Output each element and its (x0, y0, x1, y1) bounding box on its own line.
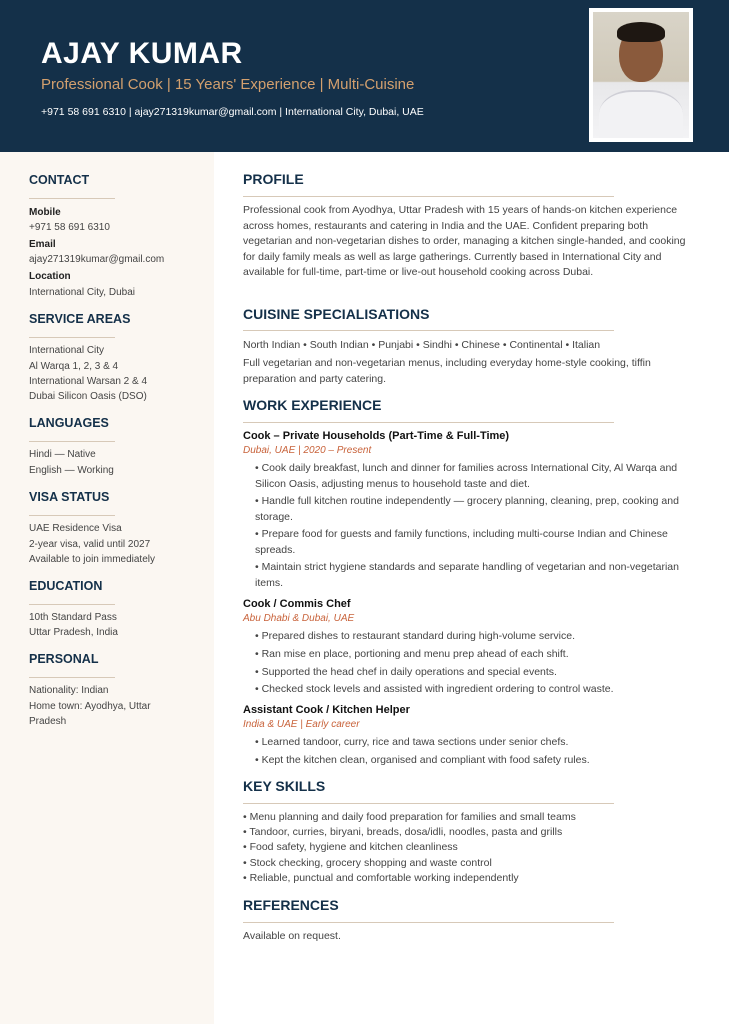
job-bullet: • Kept the kitchen clean, organised and compliant with food safety rules. (255, 754, 590, 766)
email-value: ajay271319kumar@gmail.com (29, 254, 165, 265)
job-meta: Dubai, UAE | 2020 – Present (243, 445, 372, 456)
photo-image (593, 12, 689, 138)
resume-header (0, 0, 729, 152)
job-meta: India & UAE | Early career (243, 719, 360, 730)
visa-item: 2-year visa, valid until 2027 (29, 539, 151, 550)
section-heading-profile: PROFILE (243, 171, 304, 187)
job-bullet: • Prepared dishes to restaurant standard during high-volume service. (255, 630, 576, 642)
section-heading-skills: KEY SKILLS (243, 778, 326, 794)
service-area-item: Dubai Silicon Oasis (DSO) (29, 391, 147, 402)
candidate-name: AJAY KUMAR (41, 37, 243, 70)
sidebar-heading-service-areas: SERVICE AREAS (29, 312, 131, 326)
personal-item: Home town: Ayodhya, Uttar (29, 701, 151, 712)
sidebar-heading-education: EDUCATION (29, 579, 103, 593)
visa-item: UAE Residence Visa (29, 523, 122, 534)
mobile-value: +971 58 691 6310 (29, 222, 110, 233)
section-divider (243, 803, 614, 804)
section-heading-references: REFERENCES (243, 897, 339, 913)
section-heading-experience: WORK EXPERIENCE (243, 397, 382, 413)
job-bullet: • Handle full kitchen routine independently — grocery planning, cleaning, prep, cooking and storage. (255, 495, 679, 523)
job-meta: Abu Dhabi & Dubai, UAE (243, 613, 355, 624)
section-divider (243, 330, 614, 331)
education-item: 10th Standard Pass (29, 612, 117, 623)
sidebar-heading-languages: LANGUAGES (29, 416, 109, 430)
job-title: Cook – Private Households (Part-Time & Full-Time) (243, 430, 510, 442)
skill-item: • Reliable, punctual and comfortable working independently (243, 872, 519, 884)
job-bullet: • Checked stock levels and assisted with ingredient ordering to control waste. (255, 683, 614, 695)
location-value: International City, Dubai (29, 287, 135, 298)
personal-item: Nationality: Indian (29, 685, 109, 696)
header-contact-line: +971 58 691 6310 | ajay271319kumar@gmail.com | International City, Dubai, UAE (41, 106, 424, 118)
personal-item: Pradesh (29, 716, 67, 727)
service-area-item: International City (29, 345, 105, 356)
language-item: English — Working (29, 465, 114, 476)
job-bullet: • Supported the head chef in daily operations and special events. (255, 666, 557, 678)
sidebar-heading-visa: VISA STATUS (29, 490, 110, 504)
skill-item: • Tandoor, curries, biryani, breads, dosa/idli, noodles, pasta and grills (243, 826, 563, 838)
sidebar-divider (29, 441, 115, 442)
job-title: Cook / Commis Chef (243, 598, 351, 610)
section-divider (243, 196, 614, 197)
sidebar-divider (29, 515, 115, 516)
job-bullet: • Maintain strict hygiene standards and separate handling of vegetarian and non-vegetarian items. (255, 561, 679, 589)
sidebar-heading-contact: CONTACT (29, 173, 90, 187)
service-area-item: Al Warqa 1, 2, 3 & 4 (29, 361, 119, 372)
location-label: Location (29, 271, 71, 282)
references-text: Available on request. (243, 930, 341, 942)
skill-item: • Menu planning and daily food preparation for families and small teams (243, 811, 576, 823)
service-area-item: International Warsan 2 & 4 (29, 376, 148, 387)
candidate-photo (589, 8, 693, 142)
mobile-label: Mobile (29, 207, 61, 218)
profile-text: Professional cook from Ayodhya, Uttar Pradesh with 15 years of hands-on kitchen experience across homes, restaurants and catering in India and the UAE. Confident preparing both vegetarian and non-vegetarian dishes to order, managing a kitchen single-handed, and cooking for daily family meals as well as large gatherings. Currently based in International City and available for full-time, part-time or live-out household cooking across Dubai. (243, 204, 686, 278)
candidate-tagline: Professional Cook | 15 Years' Experience | Multi-Cuisine (41, 76, 415, 93)
cuisine-text: Full vegetarian and non-vegetarian menus, including everyday home-style cooking, tiffin preparation and party catering. (243, 357, 651, 385)
skill-item: • Food safety, hygiene and kitchen cleanliness (243, 841, 458, 853)
sidebar-divider (29, 198, 115, 199)
language-item: Hindi — Native (29, 449, 96, 460)
job-bullet: • Cook daily breakfast, lunch and dinner for families across International City, Al Warqa and Silicon Oasis, adjusting menus to household taste and diet. (255, 462, 678, 490)
visa-item: Available to join immediately (29, 554, 155, 565)
job-bullet: • Prepare food for guests and family functions, including multi-course Indian and Chinese spreads. (255, 528, 668, 556)
section-heading-cuisine: CUISINE SPECIALISATIONS (243, 306, 430, 322)
sidebar-heading-personal: PERSONAL (29, 652, 99, 666)
job-bullet: • Ran mise en place, portioning and menu prep ahead of each shift. (255, 648, 569, 660)
skill-item: • Stock checking, grocery shopping and waste control (243, 857, 492, 869)
education-item: Uttar Pradesh, India (29, 627, 118, 638)
section-divider (243, 922, 614, 923)
cuisine-list: North Indian • South Indian • Punjabi • Sindhi • Chinese • Continental • Italian (243, 339, 601, 351)
sidebar-divider (29, 604, 115, 605)
email-label: Email (29, 239, 56, 250)
job-bullet: • Learned tandoor, curry, rice and tawa sections under senior chefs. (255, 736, 569, 748)
section-divider (243, 422, 614, 423)
job-title: Assistant Cook / Kitchen Helper (243, 704, 410, 716)
sidebar-divider (29, 677, 115, 678)
sidebar-divider (29, 337, 115, 338)
